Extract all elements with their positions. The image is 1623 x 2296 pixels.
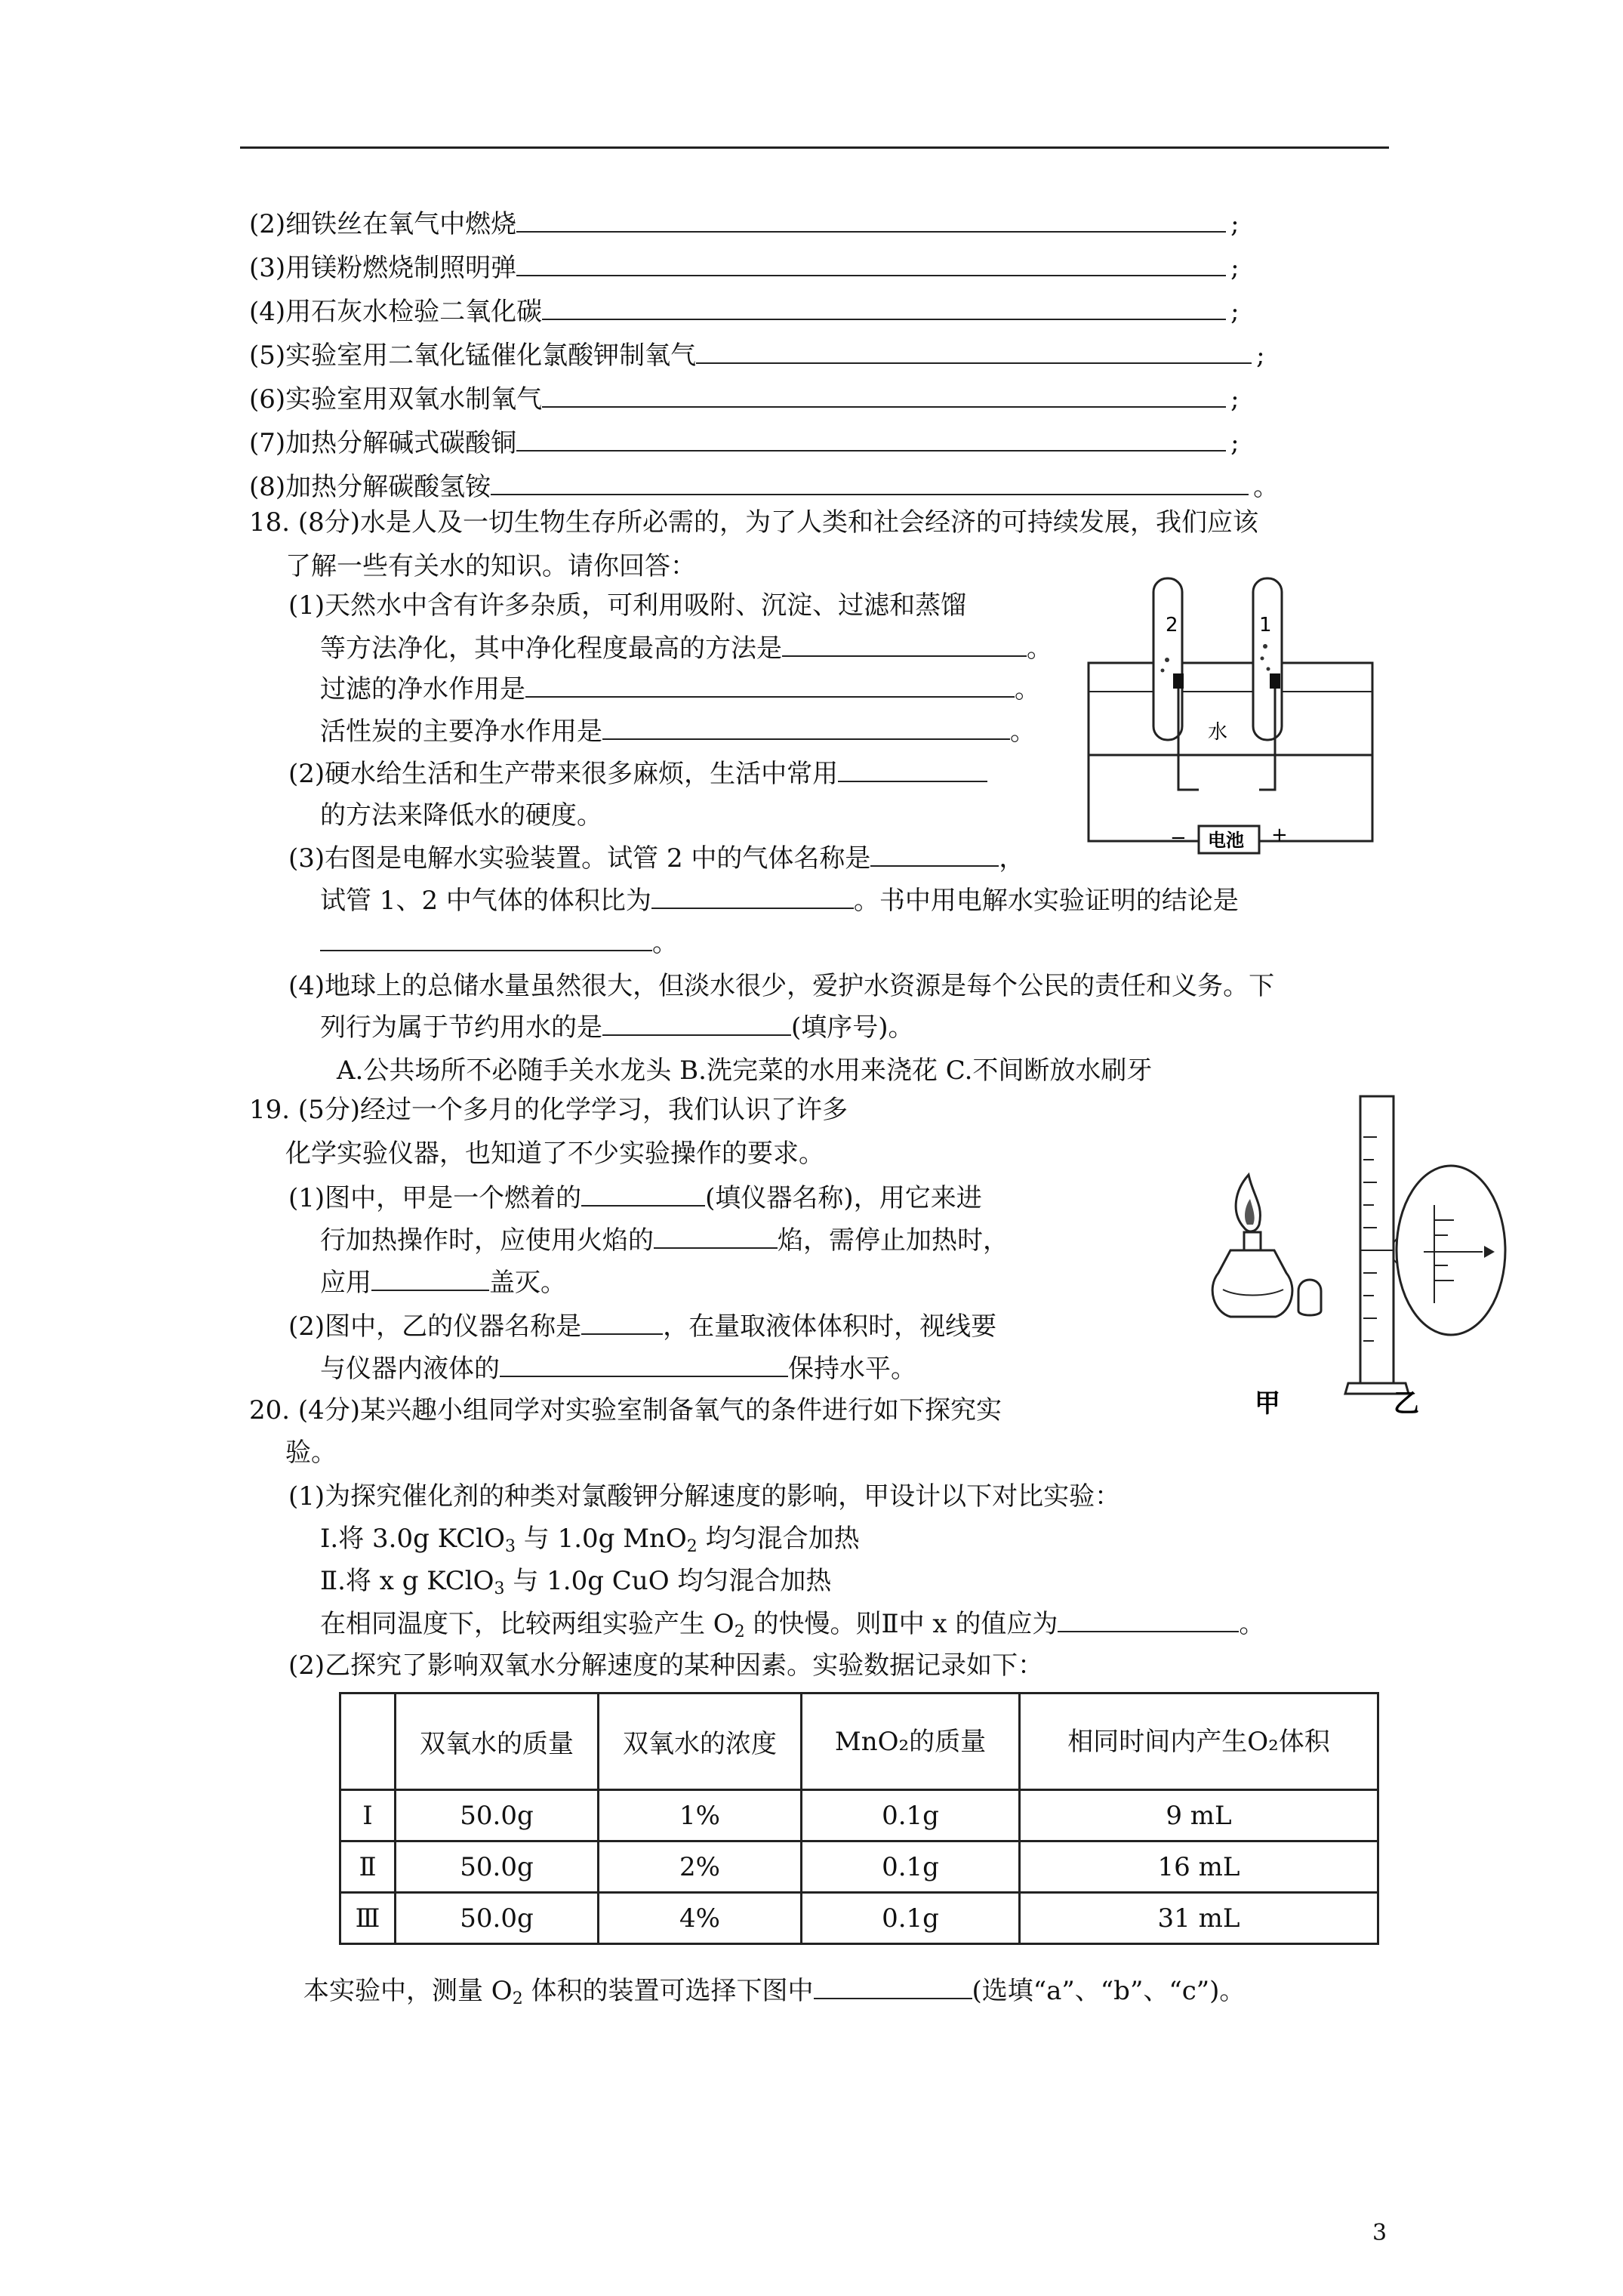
q20-text: Ⅱ.将 x g KClO: [320, 1566, 494, 1596]
q18-part1-d: 活性炭的主要净水作用是 。: [320, 717, 1036, 747]
table-cell: 2%: [599, 1841, 802, 1893]
q19-text: 与仪器内液体的: [320, 1354, 500, 1384]
table-cell: 50.0g: [396, 1790, 599, 1841]
q19-part1-c: [320, 1267, 566, 1298]
answer-blank[interactable]: [651, 885, 854, 909]
answer-blank[interactable]: [525, 673, 1015, 698]
q20-text: 的快慢。则Ⅱ中 x 的值应为: [744, 1609, 1058, 1639]
plus-label: +: [1271, 824, 1288, 846]
table-header-cell: MnO₂的质量: [802, 1693, 1020, 1790]
answer-blank[interactable]: [542, 296, 1226, 320]
q18-part1-c: 过滤的净水作用是 。: [320, 674, 1040, 704]
answer-blank[interactable]: [1058, 1608, 1239, 1632]
answer-blank[interactable]: [602, 716, 1010, 740]
water-trough: [1089, 663, 1372, 755]
q18-part3-c: 。: [320, 927, 678, 958]
line-end: ;: [1230, 428, 1240, 458]
table-cell: 1%: [599, 1790, 802, 1841]
table-cell: Ⅱ: [340, 1841, 396, 1893]
q20-text: 与 1.0g MnO: [515, 1524, 687, 1554]
label-jia: 甲: [1255, 1388, 1280, 1416]
answer-blank[interactable]: [500, 1353, 788, 1377]
table-cell: 0.1g: [802, 1790, 1020, 1841]
line-label: (7)加热分解碱式碳酸铜: [249, 428, 517, 458]
line-label: (8)加热分解碳酸氢铵: [249, 472, 491, 502]
line-label: (3)用镁粉燃烧制照明弹: [249, 253, 517, 283]
line-end: ;: [1230, 384, 1240, 415]
line-end: ;: [1256, 341, 1265, 371]
electrolysis-figure: [1084, 571, 1378, 855]
line-label: (5)实验室用二氧化锰催化氯酸钾制氧气: [249, 341, 697, 371]
q19-stem: 19. (5分)经过一个多月的化学学习，我们认识了许多: [249, 1095, 848, 1125]
label-yi: 乙: [1394, 1388, 1419, 1416]
line-end: ;: [1230, 253, 1240, 283]
minus-label: −: [1170, 827, 1187, 849]
answer-blank[interactable]: [838, 758, 987, 782]
line-17-8: [249, 471, 1279, 502]
q18-text: 试管 1、2 中气体的体积比为: [320, 886, 651, 916]
line-label: (2)细铁丝在氧气中燃烧: [249, 209, 517, 239]
q18-stem: 18. (8分)水是人及一切生物生存所必需的，为了人类和社会经济的可持续发展，我们应该: [249, 507, 1259, 538]
q19-text: 保持水平。: [788, 1354, 916, 1384]
answer-blank[interactable]: [516, 252, 1226, 276]
flame-core: [1245, 1199, 1255, 1225]
q18-text: 活性炭的主要净水作用是: [320, 717, 602, 747]
line-17-4: [249, 296, 1240, 327]
q18-text: ，: [999, 843, 1025, 874]
line-17-5: [249, 340, 1265, 371]
table-cell: 50.0g: [396, 1893, 599, 1944]
q19-text: 焰，需停止加热时，: [778, 1225, 1009, 1256]
q18-text: 等方法净化，其中净化程度最高的方法是: [320, 633, 782, 664]
subscript: 2: [512, 1989, 523, 2008]
header-rule: [240, 146, 1389, 149]
q19-part1: [288, 1182, 982, 1213]
q20-exp2: [320, 1566, 831, 1596]
table-cell: 31 mL: [1020, 1893, 1378, 1944]
answer-blank[interactable]: [542, 384, 1226, 408]
answer-blank[interactable]: [581, 1182, 705, 1207]
q18-text: (2)硬水给生活和生产带来很多麻烦，生活中常用: [288, 759, 839, 789]
q18-stem-cont: 了解一些有关水的知识。请你回答：: [285, 551, 696, 581]
subscript: 3: [504, 1537, 516, 1556]
line-end: 。: [1253, 472, 1280, 502]
q20-exp1: [320, 1524, 860, 1554]
q18-part3-b: [320, 885, 1239, 916]
line-17-6: [249, 384, 1240, 415]
q18-part4: (4)地球上的总储水量虽然很大，但淡水很少，爱护水资源是每个公民的责任和义务。下: [288, 971, 1275, 1001]
q20-text: 与 1.0g CuO 均匀混合加热: [504, 1566, 832, 1596]
answer-blank[interactable]: [581, 1311, 663, 1335]
tube-2-label: 2: [1166, 614, 1178, 636]
table-row: [340, 1790, 1378, 1841]
table-header-cell: 双氧水的浓度: [599, 1693, 802, 1790]
q19-text: 行加热操作时，应使用火焰的: [320, 1225, 654, 1256]
q19-part2: [288, 1311, 996, 1342]
table-cell: 16 mL: [1020, 1841, 1378, 1893]
answer-blank[interactable]: [696, 340, 1252, 364]
q20-stem: 20. (4分)某兴趣小组同学对实验室制备氧气的条件进行如下探究实: [249, 1395, 1002, 1425]
q20-text: Ⅰ.将 3.0g KClO: [320, 1524, 505, 1554]
answer-blank[interactable]: [602, 1012, 791, 1036]
q18-part1: (1)天然水中含有许多杂质，可利用吸附、沉淀、过滤和蒸馏: [288, 590, 967, 621]
alcohol-lamp: [1212, 1250, 1292, 1317]
answer-blank[interactable]: [320, 927, 652, 951]
q20-text: 在相同温度下，比较两组实验产生 O: [320, 1609, 735, 1639]
test-tube-1: [1253, 578, 1282, 740]
q18-text: 列行为属于节约用水的是: [320, 1012, 602, 1043]
table-header-row: [340, 1693, 1378, 1790]
table-cell: 0.1g: [802, 1841, 1020, 1893]
q20-text: 均匀混合加热: [697, 1524, 860, 1554]
q19-text: 应用: [320, 1268, 371, 1298]
answer-blank[interactable]: [371, 1267, 489, 1291]
line-label: (4)用石灰水检验二氧化碳: [249, 297, 543, 327]
q19-part2-b: [320, 1353, 916, 1384]
q19-part1-b: [320, 1225, 1009, 1256]
q20-part2: (2)乙探究了影响双氧水分解速度的某种因素。实验数据记录如下：: [288, 1650, 1044, 1681]
electrode-left: [1173, 673, 1184, 689]
table-cell: 0.1g: [802, 1893, 1020, 1944]
answer-blank[interactable]: [870, 843, 999, 867]
table-cell: Ⅰ: [340, 1790, 396, 1841]
table-cell: 4%: [599, 1893, 802, 1944]
line-end: ;: [1230, 209, 1240, 239]
water-label: 水: [1208, 721, 1228, 744]
q18-options: A.公共场所不必随手关水龙头 B.洗完菜的水用来浇花 C.不间断放水刷牙: [337, 1056, 1153, 1086]
q19-text: (1)图中，甲是一个燃着的: [288, 1183, 582, 1213]
subscript: 2: [734, 1623, 745, 1641]
q18-text: 。书中用电解水实验证明的结论是: [853, 886, 1239, 916]
q18-part2-b: 的方法来降低水的硬度。: [320, 800, 602, 831]
answer-blank[interactable]: [654, 1225, 778, 1249]
answer-blank[interactable]: [782, 633, 1027, 657]
lamp-cap: [1298, 1280, 1321, 1315]
q19-stem-cont: 化学实验仪器，也知道了不少实验操作的要求。: [285, 1139, 824, 1169]
table-header-cell: 相同时间内产生O₂体积: [1020, 1693, 1378, 1790]
q20-stem-cont: 验。: [285, 1438, 337, 1468]
lamp-wick-holder: [1244, 1232, 1261, 1250]
table-header-cell: 双氧水的质量: [396, 1693, 599, 1790]
experiment-table: [339, 1692, 1379, 1945]
q18-part1-b: 等方法净化，其中净化程度最高的方法是 。: [320, 633, 1052, 664]
q20-last: [303, 1975, 1245, 2006]
q19-text: ，在量取液体体积时，视线要: [663, 1311, 997, 1342]
table-row: [340, 1893, 1378, 1944]
q18-text: (填序号)。: [791, 1012, 914, 1043]
answer-blank[interactable]: [491, 471, 1249, 495]
q19-text: (2)图中，乙的仪器名称是: [288, 1311, 582, 1342]
q18-part3: [288, 843, 1024, 874]
table-header-cell: [340, 1693, 396, 1790]
q19-text: (填仪器名称)，用它来进: [705, 1183, 982, 1213]
subscript: 3: [494, 1579, 505, 1598]
line-17-3: [249, 252, 1240, 283]
table-cell: 9 mL: [1020, 1790, 1378, 1841]
q20-text: 本实验中，测量 O: [303, 1976, 513, 2006]
table-cell: 50.0g: [396, 1841, 599, 1893]
q18-text: 过滤的净水作用是: [320, 674, 525, 704]
battery-label: 电池: [1208, 830, 1244, 851]
q20-text: 。: [1239, 1609, 1265, 1639]
q19-text: 盖灭。: [489, 1268, 566, 1298]
line-label: (6)实验室用双氧水制氧气: [249, 384, 543, 415]
table-row: [340, 1841, 1378, 1893]
tube-1-label: 1: [1259, 614, 1272, 636]
line-17-2: [249, 208, 1240, 239]
table-cell: Ⅲ: [340, 1893, 396, 1944]
answer-blank[interactable]: [516, 208, 1226, 233]
q18-part2: [288, 758, 987, 789]
lamp-cylinder-figure: [1185, 1092, 1532, 1416]
q18-text: (3)右图是电解水实验装置。试管 2 中的气体名称是: [288, 843, 871, 874]
line-17-7: [249, 427, 1240, 458]
q20-text: (选填“a”、“b”、“c”)。: [972, 1976, 1246, 2006]
answer-blank[interactable]: [516, 427, 1226, 451]
answer-blank[interactable]: [814, 1975, 972, 1999]
q20-compare: [320, 1608, 1264, 1639]
line-end: ;: [1230, 297, 1240, 327]
electrode-right: [1270, 673, 1280, 689]
q20-part1: (1)为探究催化剂的种类对氯酸钾分解速度的影响，甲设计以下对比实验：: [288, 1481, 1121, 1512]
q18-part4-b: [320, 1012, 914, 1043]
q20-text: 体积的装置可选择下图中: [522, 1976, 814, 2006]
subscript: 2: [686, 1537, 698, 1556]
page-number: 3: [1372, 2220, 1387, 2246]
